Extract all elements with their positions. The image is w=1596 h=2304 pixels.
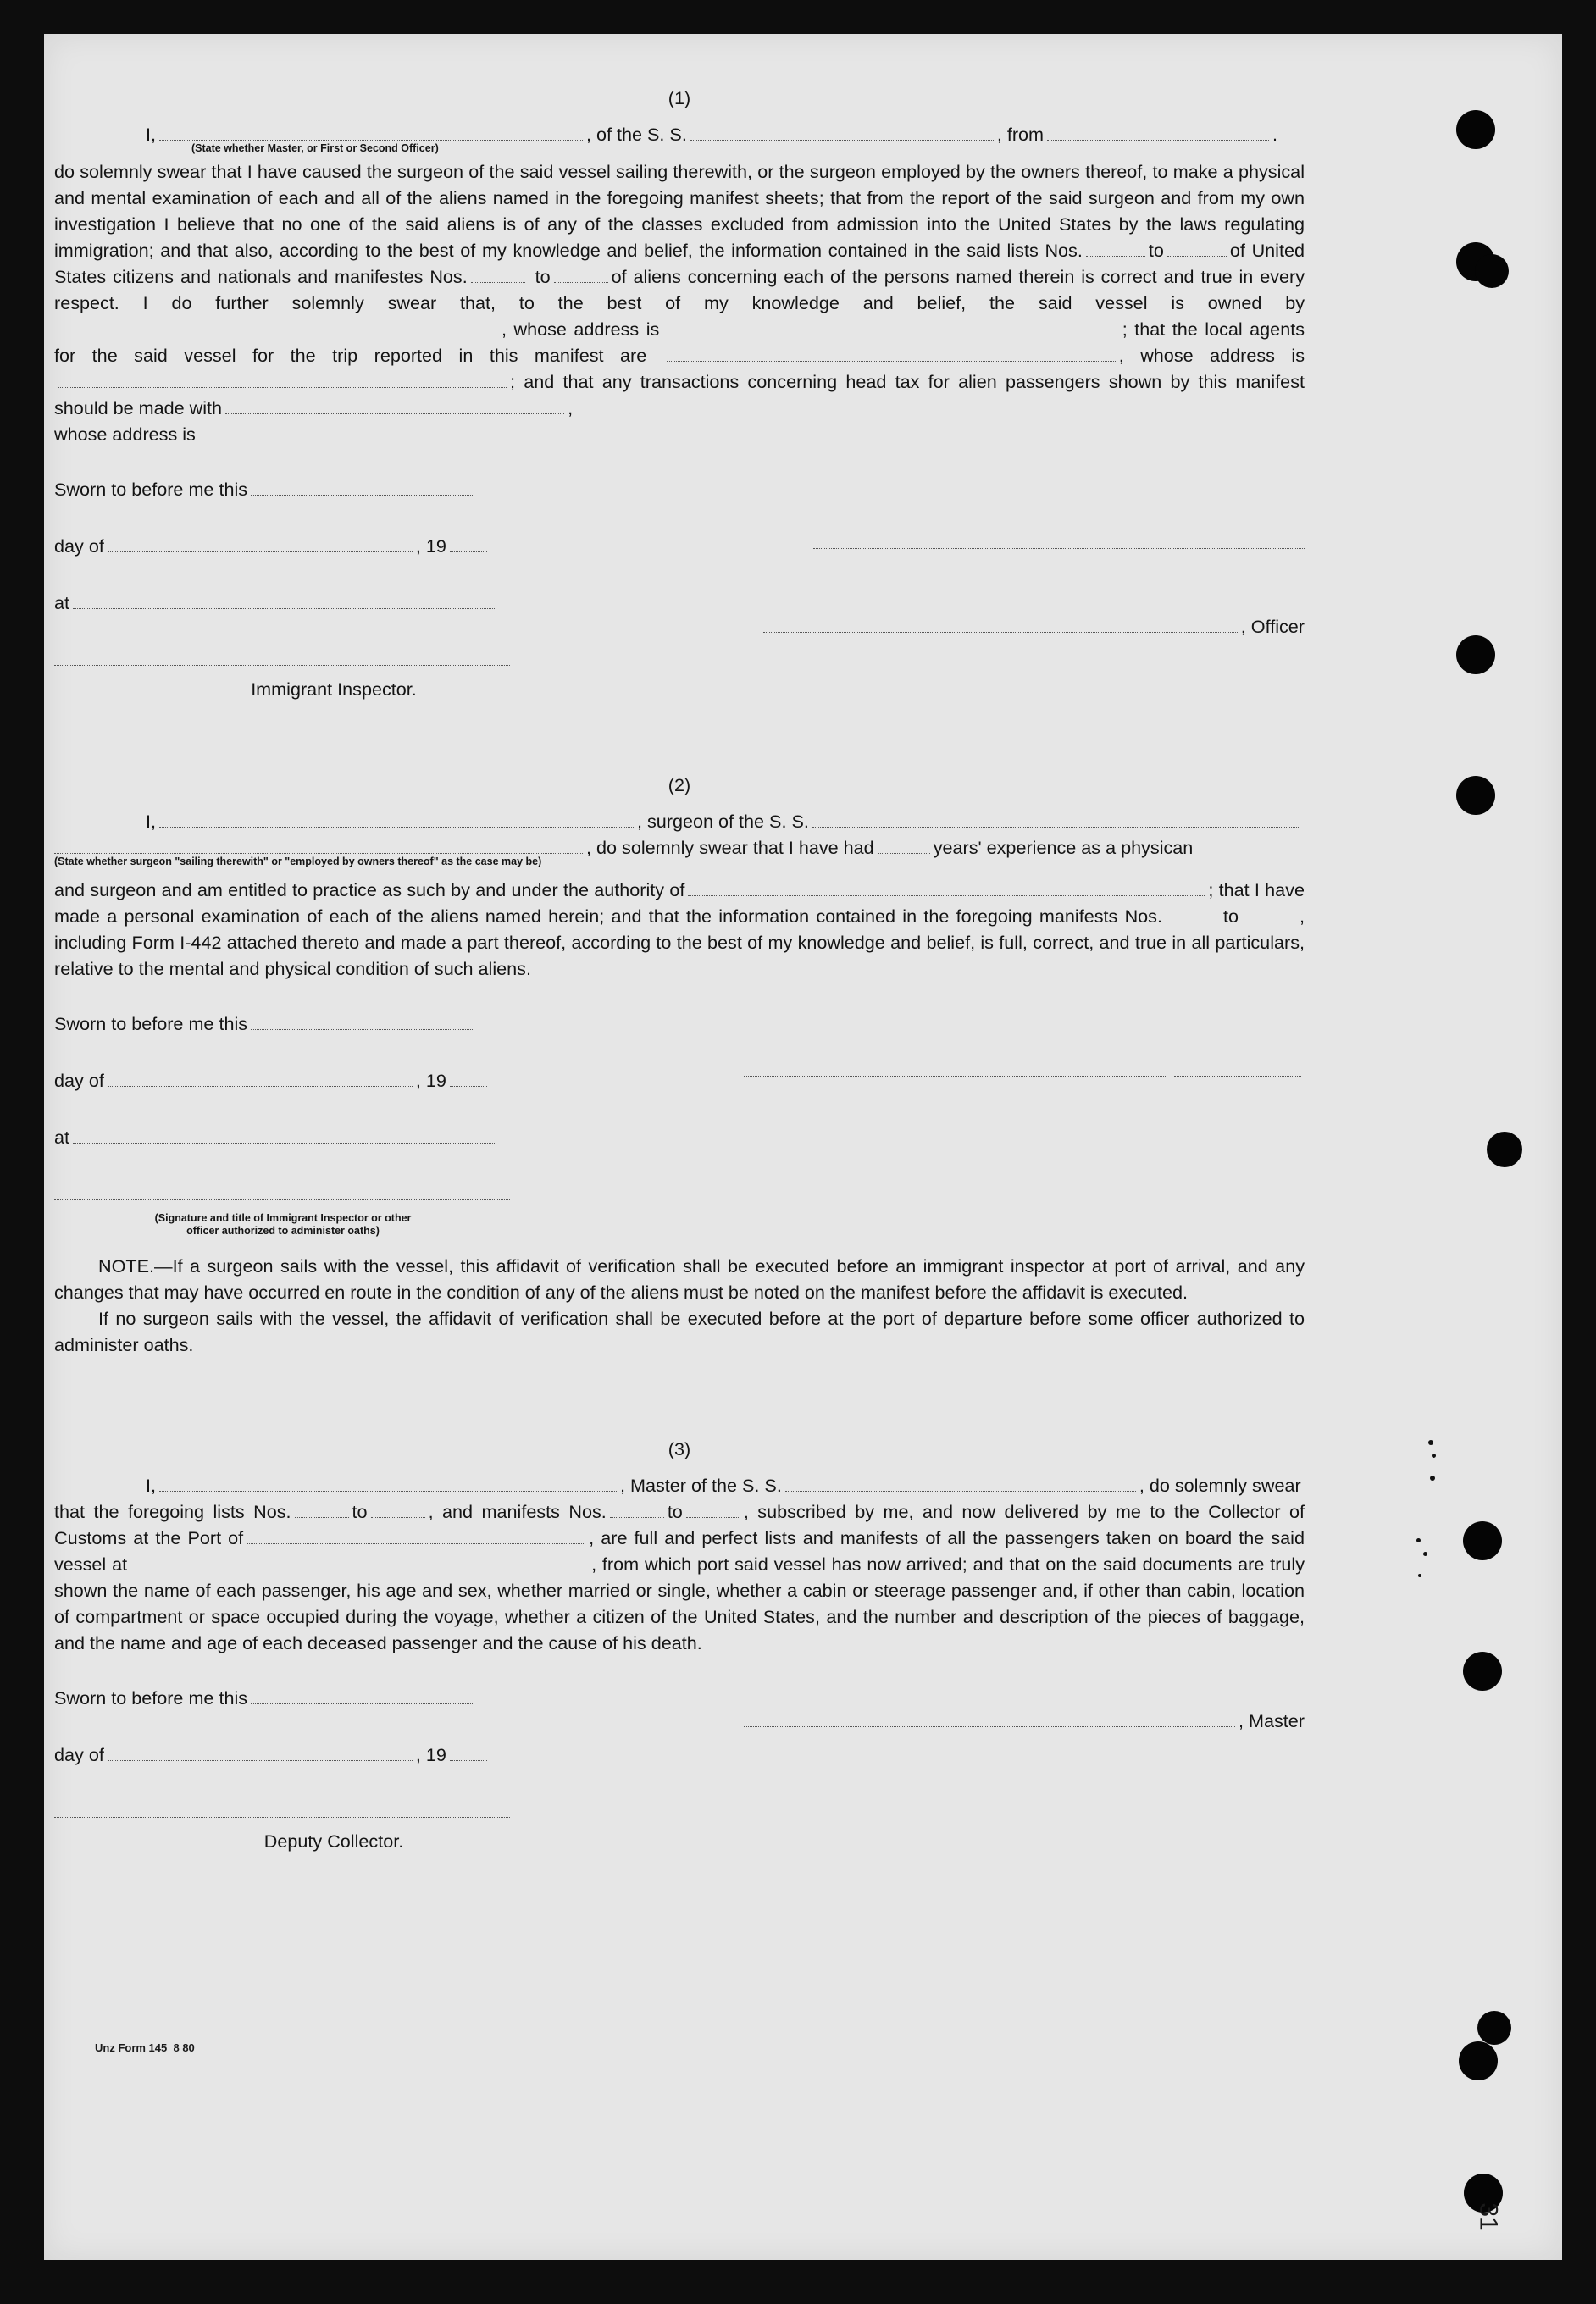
owner-name-field[interactable] (58, 318, 498, 335)
years-experience-field[interactable] (878, 837, 930, 854)
surgeon-name-field[interactable] (159, 811, 634, 828)
master-signature-field[interactable] (744, 1710, 1235, 1727)
day-of-field[interactable] (108, 1744, 413, 1761)
ink-speck (1432, 1454, 1436, 1458)
form-number: Unz Form 145 8 80 (95, 2041, 195, 2054)
signature-caption-1: (Signature and title of Immigrant Inspector or other (154, 1212, 412, 1224)
surgeon-line: I, , surgeon of the S. S. (54, 808, 1305, 834)
ink-speck (1418, 1574, 1421, 1577)
section-master-affidavit (54, 85, 1305, 702)
punch-hole (1463, 1652, 1502, 1691)
year-field[interactable] (450, 1744, 487, 1761)
section2-swear-block: Sworn to before me this day of , 19 at (Signature and title of Immigrant Inspector or other officer authorized to administer oaths) (54, 1011, 512, 1238)
port-of-customs-field[interactable] (247, 1527, 585, 1544)
ink-speck (1430, 1476, 1435, 1481)
section1-signatures (54, 476, 1305, 702)
ink-speck (1416, 1538, 1421, 1542)
section-number: (3) (668, 1438, 691, 1459)
punch-hole (1459, 2041, 1498, 2080)
page-mark: 31 (1474, 2202, 1503, 2231)
affidavit-form (54, 85, 1305, 1854)
sworn-date-field[interactable] (251, 1013, 474, 1030)
sworn-place-field[interactable] (73, 1127, 496, 1144)
section1-officer-block: , Officer (737, 529, 1305, 640)
surgeon-title-field[interactable] (1174, 1060, 1301, 1077)
surgeon-manifests-to-field[interactable] (1242, 906, 1296, 922)
section2-surgeon-block (737, 1057, 1305, 1083)
punch-hole (1487, 1132, 1522, 1167)
punch-hole (1463, 1521, 1502, 1560)
sworn-date-field[interactable] (251, 479, 474, 496)
signature-caption-2: officer authorized to administer oaths) (186, 1225, 380, 1237)
surgeon-experience-line: , do solemnly swear that I have had years' experience as a physican (54, 834, 1305, 861)
deputy-title: Deputy Collector. (263, 1830, 404, 1852)
inspector-signature-field[interactable] (54, 649, 510, 666)
master-line: I, , Master of the S. S. , do solemnly swear (146, 1475, 1301, 1496)
sworn-place-field[interactable] (73, 592, 496, 609)
citizen-lists-to-field[interactable] (1167, 240, 1227, 257)
master-name-field[interactable] (159, 1475, 617, 1492)
head-tax-address-field[interactable] (199, 424, 765, 440)
punch-hole (1456, 110, 1495, 149)
officer-caption: (State whether Master, or First or Second Officer) (191, 142, 439, 154)
section-number: (1) (668, 87, 691, 108)
section3-swear-block: Sworn to before me this day of , 19 Deputy Collector. (54, 1685, 512, 1854)
inspector-title: Immigrant Inspector. (251, 678, 417, 700)
alien-manifests-from-field[interactable] (471, 266, 525, 283)
section1-body: do solemnly swear that I have caused the surgeon of the said vessel sailing therewith, or the surgeon employed by the owners thereof, to make a physical and mental examination of each and all of the aliens named in the foregoing manifest sheets; that from the report of the said surgeon and from my own investigation I believe that no one of the said aliens is of any of the classes excluded from admission into the United States by the laws regulating immigration; and that also, according to the best of my knowledge and belief, the information contained in the said lists Nos. to of United States citizens and nationals and manifestes Nos. to of aliens concerning each of the persons named therein is correct and true in every respect. I do further solemnly swear that, to the best of my knowledge and belief, the said vessel is owned by, whose address is ; that the local agents for the said vessel for the trip reported in this manifest are , whose address is; and that any transactions concerning head tax for alien passengers shown by this manifest should be made with , (54, 161, 1305, 418)
manifests-to-field[interactable] (686, 1501, 740, 1518)
officer-name-field[interactable] (159, 124, 583, 141)
from-port-field[interactable] (1047, 124, 1269, 141)
punch-hole (1456, 776, 1495, 815)
agents-address-field[interactable] (58, 371, 507, 388)
administering-officer-signature-field[interactable] (54, 1183, 510, 1200)
lists-to-field[interactable] (371, 1501, 425, 1518)
section-surgeon-affidavit (54, 772, 1305, 1358)
note-paragraph-1: NOTE.—If a surgeon sails with the vessel, this affidavit of verification shall be executed before an immigrant inspector at port of arrival, and any changes that may have occurred en route in the condition of any of the aliens must be noted on the manifest before the affidavit is executed. (54, 1255, 1305, 1303)
punch-hole (1456, 635, 1495, 674)
officer-signature-field[interactable] (763, 616, 1238, 633)
section3-signatures (54, 1685, 1305, 1854)
section3-body: that the foregoing lists Nos. to , and manifests Nos. to , subscribed by me, and now delivered by me to the Collector of Customs at the Port of , are full and perfect lists and manifests of all the passengers taken on board the said vessel at , from which port said vessel has now arrived; and that on the said documents are truly shown the name of each passenger, his age and sex, whether married or single, whether a cabin or steerage passenger and, if other than cabin, location of compartment or space occupied during the voyage, whether a citizen of the United States, and the number and description of the pieces of baggage, and the name and age of each deceased passenger and the cause of his death. (54, 1501, 1305, 1653)
ink-speck (1428, 1440, 1433, 1445)
section1-swear-block: Sworn to before me this day of , 19 at Immigrant Inspector. (54, 476, 512, 702)
day-of-field[interactable] (108, 1070, 413, 1087)
note-paragraph-2: If no surgeon sails with the vessel, the affidavit of verification shall be executed before at the port of departure before some officer authorized to administer oaths. (54, 1308, 1305, 1355)
citizen-lists-from-field[interactable] (1086, 240, 1145, 257)
officer-signature-field-top[interactable] (813, 532, 1305, 549)
sworn-date-field[interactable] (251, 1687, 474, 1704)
ink-speck (1423, 1552, 1427, 1556)
master-vessel-field[interactable] (785, 1475, 1136, 1492)
section2-body: and surgeon and am entitled to practice as such by and under the authority of ; that I have made a personal examination of each of the aliens named herein; and that the information contained in the foregoing manifests Nos. to , including Form I-442 attached thereto and made a part thereof, according to the best of my knowledge and belief, is full, correct, and true in all particulars, relative to the mental and physical condition of such aliens. (54, 879, 1305, 979)
year-field[interactable] (450, 1070, 487, 1087)
year-field[interactable] (450, 535, 487, 552)
surgeon-signature-field[interactable] (744, 1060, 1167, 1077)
punch-hole (1477, 2011, 1511, 2045)
deputy-signature-field[interactable] (54, 1801, 510, 1818)
manifests-from-field[interactable] (610, 1501, 664, 1518)
vessel-name-field[interactable] (690, 124, 994, 141)
day-of-field[interactable] (108, 535, 413, 552)
section-number: (2) (668, 774, 691, 795)
section2-signatures (54, 1011, 1305, 1238)
officer-line: I, , of the S. S. , from . (146, 124, 1278, 145)
head-tax-contact-field[interactable] (225, 397, 564, 414)
surgeon-manifests-from-field[interactable] (1166, 906, 1220, 922)
surgeon-vessel-field[interactable] (812, 811, 1300, 828)
surgeon-status-field[interactable] (54, 837, 583, 854)
punch-hole (1475, 254, 1509, 288)
lists-from-field[interactable] (295, 1501, 349, 1518)
head-tax-address-line: whose address is (54, 421, 1305, 447)
practice-authority-field[interactable] (688, 879, 1205, 896)
owner-address-field[interactable] (670, 318, 1119, 335)
surgeon-caption: (State whether surgeon "sailing therewith" or "employed by owners thereof" as the case may be) (54, 856, 542, 867)
section3-master-block: , Master (737, 1708, 1305, 1734)
section-master-manifest-affidavit (54, 1436, 1305, 1854)
agents-name-field[interactable] (667, 345, 1116, 362)
port-of-embarkation-field[interactable] (130, 1554, 588, 1570)
alien-manifests-to-field[interactable] (554, 266, 608, 283)
